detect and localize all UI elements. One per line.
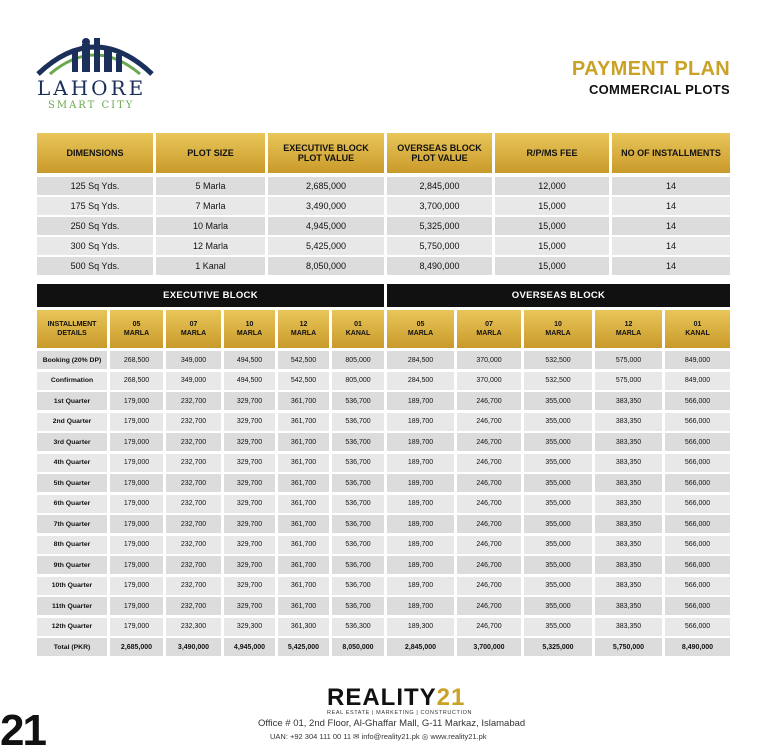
installment-cell: 566,000 xyxy=(665,577,730,595)
installment-cell: 189,700 xyxy=(387,556,454,574)
installment-cell: 361,700 xyxy=(278,413,329,431)
installment-cell: 246,700 xyxy=(457,597,521,615)
installment-cell: 542,500 xyxy=(278,351,329,369)
overseas-block-bar: OVERSEAS BLOCK xyxy=(387,284,730,307)
installment-cell: 189,300 xyxy=(387,618,454,636)
installment-cell: 284,500 xyxy=(387,372,454,390)
installment-cell: 849,000 xyxy=(665,351,730,369)
installment-cell: 246,700 xyxy=(457,515,521,533)
installment-header-cell: 12 MARLA xyxy=(278,310,329,348)
top-table-cell: 10 Marla xyxy=(156,217,265,235)
installment-cell: 805,000 xyxy=(332,372,384,390)
installment-cell: 566,000 xyxy=(665,536,730,554)
installment-cell: 575,000 xyxy=(595,351,662,369)
installment-cell: 179,000 xyxy=(110,433,163,451)
installment-cell: 361,700 xyxy=(278,556,329,574)
installment-cell: 3,490,000 xyxy=(166,638,221,656)
installment-cell: 370,000 xyxy=(457,372,521,390)
installment-cell: 8,490,000 xyxy=(665,638,730,656)
top-table-cell: 3,490,000 xyxy=(268,197,384,215)
installment-cell: 189,700 xyxy=(387,433,454,451)
installment-cell: 361,700 xyxy=(278,515,329,533)
installment-cell: 329,700 xyxy=(224,392,275,410)
installment-cell: 536,700 xyxy=(332,454,384,472)
installment-cell: 355,000 xyxy=(524,413,592,431)
installment-cell: 189,700 xyxy=(387,413,454,431)
top-table-cell: 1 Kanal xyxy=(156,257,265,275)
installment-cell: 5,425,000 xyxy=(278,638,329,656)
installment-cell: 536,700 xyxy=(332,536,384,554)
installment-cell: 246,700 xyxy=(457,474,521,492)
installment-cell: 329,700 xyxy=(224,536,275,554)
top-table-cell: 500 Sq Yds. xyxy=(37,257,153,275)
top-header-cell: R/P/MS FEE xyxy=(495,133,609,173)
installment-cell: 246,700 xyxy=(457,536,521,554)
installment-cell: 179,000 xyxy=(110,413,163,431)
installment-cell: 355,000 xyxy=(524,556,592,574)
installment-cell: 566,000 xyxy=(665,556,730,574)
installment-label: 9th Quarter xyxy=(37,556,107,574)
top-header-cell: PLOT SIZE xyxy=(156,133,265,173)
top-table-cell: 15,000 xyxy=(495,237,609,255)
installment-cell: 566,000 xyxy=(665,495,730,513)
installment-cell: 361,700 xyxy=(278,536,329,554)
installment-cell: 179,000 xyxy=(110,495,163,513)
installment-cell: 2,685,000 xyxy=(110,638,163,656)
top-table-cell: 7 Marla xyxy=(156,197,265,215)
installment-cell: 179,000 xyxy=(110,536,163,554)
installment-cell: 246,700 xyxy=(457,556,521,574)
installment-label: 2nd Quarter xyxy=(37,413,107,431)
installment-cell: 268,500 xyxy=(110,351,163,369)
installment-cell: 566,000 xyxy=(665,454,730,472)
installment-cell: 189,700 xyxy=(387,577,454,595)
installment-cell: 532,500 xyxy=(524,351,592,369)
installment-cell: 179,000 xyxy=(110,454,163,472)
installment-cell: 3,700,000 xyxy=(457,638,521,656)
top-table-cell: 15,000 xyxy=(495,217,609,235)
installment-cell: 349,000 xyxy=(166,372,221,390)
installment-cell: 383,350 xyxy=(595,577,662,595)
installment-cell: 383,350 xyxy=(595,597,662,615)
installment-cell: 361,700 xyxy=(278,495,329,513)
installment-cell: 232,700 xyxy=(166,597,221,615)
tagline: REAL ESTATE | MARKETING | CONSTRUCTION xyxy=(327,710,473,716)
installment-cell: 179,000 xyxy=(110,474,163,492)
installment-cell: 536,700 xyxy=(332,433,384,451)
installment-cell: 246,700 xyxy=(457,454,521,472)
installment-cell: 232,300 xyxy=(166,618,221,636)
installment-cell: 189,700 xyxy=(387,474,454,492)
installment-cell: 8,050,000 xyxy=(332,638,384,656)
installment-cell: 849,000 xyxy=(665,372,730,390)
installment-cell: 329,700 xyxy=(224,474,275,492)
installment-cell: 329,700 xyxy=(224,454,275,472)
installment-cell: 361,700 xyxy=(278,433,329,451)
installment-cell: 246,700 xyxy=(457,495,521,513)
installment-label: 1st Quarter xyxy=(37,392,107,410)
installment-cell: 383,350 xyxy=(595,515,662,533)
installment-cell: 5,325,000 xyxy=(524,638,592,656)
installment-cell: 179,000 xyxy=(110,392,163,410)
installment-cell: 536,700 xyxy=(332,474,384,492)
installment-label: Confirmation xyxy=(37,372,107,390)
installment-cell: 179,000 xyxy=(110,597,163,615)
installment-header-cell: 10 MARLA xyxy=(224,310,275,348)
installment-cell: 329,700 xyxy=(224,597,275,615)
top-table-cell: 14 xyxy=(612,217,730,235)
installment-label: 5th Quarter xyxy=(37,474,107,492)
installment-cell: 383,350 xyxy=(595,618,662,636)
installment-cell: 189,700 xyxy=(387,536,454,554)
installment-cell: 566,000 xyxy=(665,392,730,410)
top-header-cell: OVERSEAS BLOCK PLOT VALUE xyxy=(387,133,492,173)
installment-cell: 4,945,000 xyxy=(224,638,275,656)
top-table-cell: 5,425,000 xyxy=(268,237,384,255)
top-table-cell: 8,050,000 xyxy=(268,257,384,275)
top-table-cell: 12,000 xyxy=(495,177,609,195)
installment-label: 11th Quarter xyxy=(37,597,107,615)
installment-cell: 532,500 xyxy=(524,372,592,390)
installment-cell: 246,700 xyxy=(457,577,521,595)
top-header-cell: NO OF INSTALLMENTS xyxy=(612,133,730,173)
top-table-cell: 300 Sq Yds. xyxy=(37,237,153,255)
top-table-cell: 2,685,000 xyxy=(268,177,384,195)
top-table-cell: 2,845,000 xyxy=(387,177,492,195)
reality21-mark: 21 xyxy=(0,706,45,755)
top-table-cell: 125 Sq Yds. xyxy=(37,177,153,195)
top-table-cell: 5,750,000 xyxy=(387,237,492,255)
contact-info: UAN: +92 304 111 00 11 ✉ info@reality21.pk ◎ www.reality21.pk xyxy=(270,732,487,741)
top-table-cell: 5,325,000 xyxy=(387,217,492,235)
installment-cell: 329,700 xyxy=(224,495,275,513)
installment-header-cell: 10 MARLA xyxy=(524,310,592,348)
skyline-icon xyxy=(30,28,160,78)
installment-cell: 329,300 xyxy=(224,618,275,636)
installment-cell: 355,000 xyxy=(524,577,592,595)
installment-cell: 361,700 xyxy=(278,577,329,595)
installment-cell: 329,700 xyxy=(224,577,275,595)
installment-cell: 179,000 xyxy=(110,618,163,636)
installment-cell: 232,700 xyxy=(166,413,221,431)
page-title: PAYMENT PLAN xyxy=(571,58,730,80)
installment-cell: 329,700 xyxy=(224,413,275,431)
installment-header-cell: 07 MARLA xyxy=(457,310,521,348)
installment-cell: 329,700 xyxy=(224,515,275,533)
installment-cell: 383,350 xyxy=(595,556,662,574)
installment-label: 8th Quarter xyxy=(37,536,107,554)
top-header-cell: DIMENSIONS xyxy=(37,133,153,173)
top-table-cell: 12 Marla xyxy=(156,237,265,255)
top-table-cell: 15,000 xyxy=(495,257,609,275)
installment-label: 4th Quarter xyxy=(37,454,107,472)
lahore-smart-city-logo xyxy=(30,28,160,118)
installment-label: 7th Quarter xyxy=(37,515,107,533)
installment-cell: 536,700 xyxy=(332,392,384,410)
installment-header-cell: 01 KANAL xyxy=(665,310,730,348)
installment-cell: 232,700 xyxy=(166,536,221,554)
installment-header-cell: 07 MARLA xyxy=(166,310,221,348)
installment-cell: 189,700 xyxy=(387,495,454,513)
installment-cell: 179,000 xyxy=(110,556,163,574)
reality21-logo xyxy=(327,684,465,712)
installment-cell: 566,000 xyxy=(665,474,730,492)
installment-cell: 566,000 xyxy=(665,597,730,615)
installment-cell: 232,700 xyxy=(166,556,221,574)
installment-cell: 246,700 xyxy=(457,392,521,410)
installment-cell: 536,700 xyxy=(332,556,384,574)
installment-label: 12th Quarter xyxy=(37,618,107,636)
installment-cell: 383,350 xyxy=(595,474,662,492)
installment-cell: 232,700 xyxy=(166,454,221,472)
installment-header-cell: INSTALLMENT DETAILS xyxy=(37,310,107,348)
installment-label: 3rd Quarter xyxy=(37,433,107,451)
top-header-cell: EXECUTIVE BLOCK PLOT VALUE xyxy=(268,133,384,173)
installment-cell: 232,700 xyxy=(166,474,221,492)
installment-cell: 5,750,000 xyxy=(595,638,662,656)
top-table-cell: 5 Marla xyxy=(156,177,265,195)
installment-cell: 494,500 xyxy=(224,372,275,390)
installment-cell: 179,000 xyxy=(110,577,163,595)
installment-cell: 2,845,000 xyxy=(387,638,454,656)
installment-cell: 542,500 xyxy=(278,372,329,390)
installment-cell: 189,700 xyxy=(387,392,454,410)
executive-block-bar: EXECUTIVE BLOCK xyxy=(37,284,384,307)
installment-cell: 284,500 xyxy=(387,351,454,369)
brand-sub: SMART CITY xyxy=(48,100,135,111)
installment-cell: 355,000 xyxy=(524,536,592,554)
installment-cell: 246,700 xyxy=(457,413,521,431)
installment-cell: 232,700 xyxy=(166,392,221,410)
installment-cell: 383,350 xyxy=(595,536,662,554)
top-table-cell: 4,945,000 xyxy=(268,217,384,235)
installment-cell: 189,700 xyxy=(387,454,454,472)
installment-cell: 361,700 xyxy=(278,392,329,410)
installment-cell: 246,700 xyxy=(457,618,521,636)
top-table-cell: 3,700,000 xyxy=(387,197,492,215)
installment-label: Booking (20% DP) xyxy=(37,351,107,369)
installment-cell: 536,700 xyxy=(332,515,384,533)
installment-cell: 355,000 xyxy=(524,618,592,636)
top-table-cell: 14 xyxy=(612,237,730,255)
installment-label: 10th Quarter xyxy=(37,577,107,595)
installment-cell: 383,350 xyxy=(595,413,662,431)
brand-main: REALITY xyxy=(327,684,437,711)
installment-cell: 232,700 xyxy=(166,577,221,595)
installment-cell: 268,500 xyxy=(110,372,163,390)
installment-header-cell: 12 MARLA xyxy=(595,310,662,348)
installment-label: Total (PKR) xyxy=(37,638,107,656)
installment-cell: 566,000 xyxy=(665,433,730,451)
top-table-cell: 14 xyxy=(612,197,730,215)
installment-cell: 232,700 xyxy=(166,433,221,451)
top-table-cell: 15,000 xyxy=(495,197,609,215)
installment-label: 6th Quarter xyxy=(37,495,107,513)
installment-cell: 566,000 xyxy=(665,413,730,431)
installment-cell: 329,700 xyxy=(224,433,275,451)
installment-cell: 536,700 xyxy=(332,597,384,615)
installment-cell: 355,000 xyxy=(524,597,592,615)
installment-cell: 361,300 xyxy=(278,618,329,636)
installment-cell: 329,700 xyxy=(224,556,275,574)
page-subtitle: COMMERCIAL PLOTS xyxy=(588,82,730,97)
installment-cell: 361,700 xyxy=(278,474,329,492)
installment-cell: 536,700 xyxy=(332,495,384,513)
installment-cell: 179,000 xyxy=(110,515,163,533)
installment-cell: 189,700 xyxy=(387,515,454,533)
top-table-cell: 250 Sq Yds. xyxy=(37,217,153,235)
installment-cell: 566,000 xyxy=(665,515,730,533)
installment-cell: 383,350 xyxy=(595,454,662,472)
top-table-cell: 14 xyxy=(612,177,730,195)
office-address: Office # 01, 2nd Floor, Al-Ghaffar Mall, G-11 Markaz, Islamabad xyxy=(258,718,526,729)
installment-cell: 805,000 xyxy=(332,351,384,369)
installment-cell: 355,000 xyxy=(524,474,592,492)
brand-name: LAHORE xyxy=(37,76,147,100)
installment-cell: 361,700 xyxy=(278,454,329,472)
installment-cell: 355,000 xyxy=(524,454,592,472)
installment-header-cell: 05 MARLA xyxy=(110,310,163,348)
installment-cell: 349,000 xyxy=(166,351,221,369)
top-table-cell: 8,490,000 xyxy=(387,257,492,275)
installment-cell: 536,700 xyxy=(332,413,384,431)
top-table-cell: 175 Sq Yds. xyxy=(37,197,153,215)
installment-cell: 232,700 xyxy=(166,515,221,533)
installment-cell: 370,000 xyxy=(457,351,521,369)
installment-cell: 566,000 xyxy=(665,618,730,636)
installment-cell: 361,700 xyxy=(278,597,329,615)
installment-cell: 383,350 xyxy=(595,433,662,451)
installment-cell: 355,000 xyxy=(524,515,592,533)
installment-header-cell: 05 MARLA xyxy=(387,310,454,348)
brand-number: 21 xyxy=(436,684,466,711)
installment-cell: 232,700 xyxy=(166,495,221,513)
installment-cell: 355,000 xyxy=(524,392,592,410)
installment-cell: 246,700 xyxy=(457,433,521,451)
installment-cell: 355,000 xyxy=(524,495,592,513)
installment-cell: 383,350 xyxy=(595,495,662,513)
installment-cell: 575,000 xyxy=(595,372,662,390)
installment-cell: 355,000 xyxy=(524,433,592,451)
installment-cell: 494,500 xyxy=(224,351,275,369)
installment-cell: 189,700 xyxy=(387,597,454,615)
top-table-cell: 14 xyxy=(612,257,730,275)
installment-cell: 383,350 xyxy=(595,392,662,410)
installment-cell: 536,300 xyxy=(332,618,384,636)
installment-cell: 536,700 xyxy=(332,577,384,595)
installment-header-cell: 01 KANAL xyxy=(332,310,384,348)
